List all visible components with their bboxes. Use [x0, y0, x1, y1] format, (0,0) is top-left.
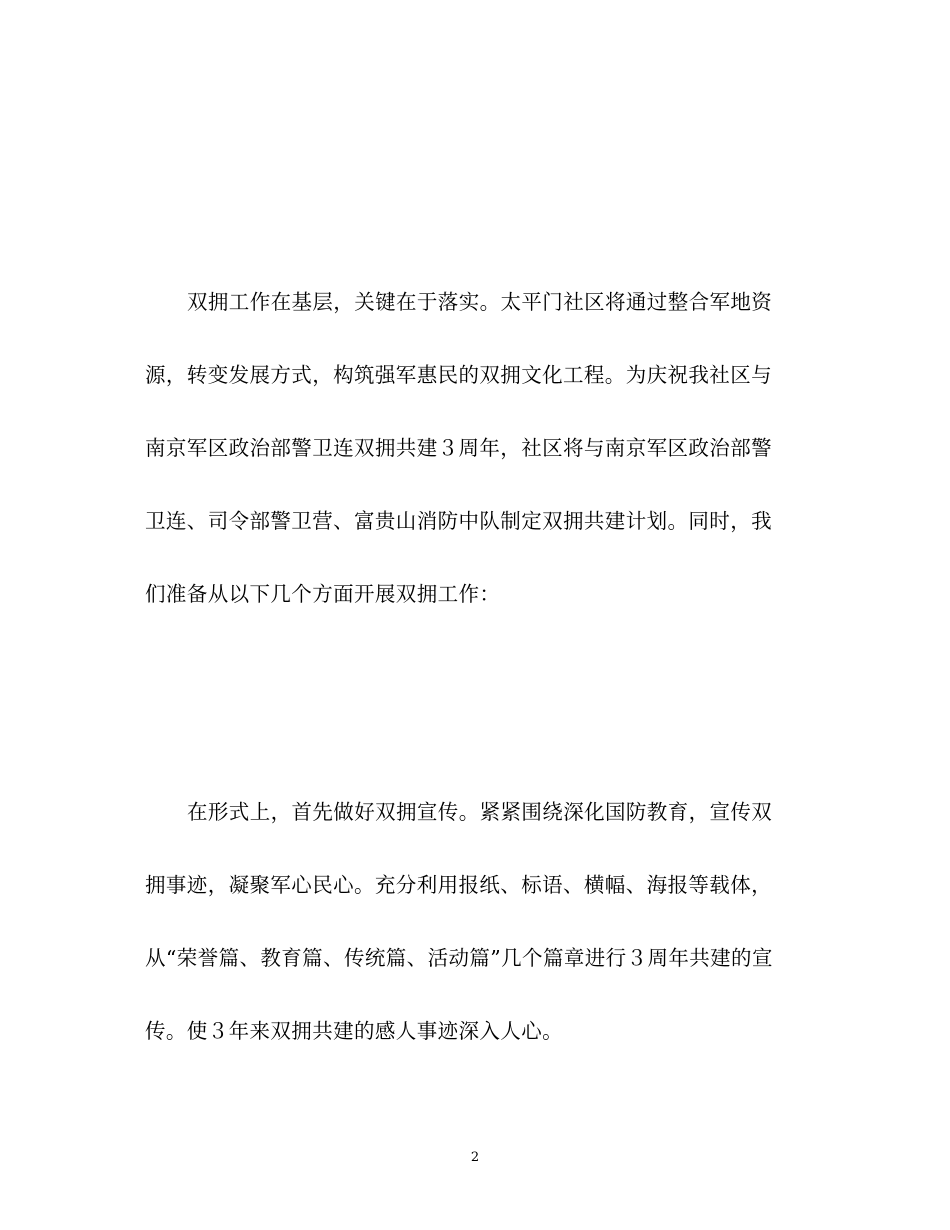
page-number: 2	[470, 1150, 480, 1165]
paragraph-line: 卫连、司令部警卫营、富贵山消防中队制定双拥共建计划。同时，我	[145, 509, 772, 533]
paragraph-line: 在形式上，首先做好双拥宣传。紧紧围绕深化国防教育，宣传双	[187, 800, 773, 824]
paragraph-line: 拥事迹，凝聚军心民心。充分利用报纸、标语、横幅、海报等载体，	[145, 873, 772, 897]
paragraph-line: 传。使３年来双拥共建的感人事迹深入人心。	[145, 1019, 563, 1043]
paragraph-line: 从“荣誉篇、教育篇、传统篇、活动篇”几个篇章进行３周年共建的宣	[145, 946, 773, 970]
paragraph-line: 们准备从以下几个方面开展双拥工作：	[145, 582, 501, 606]
paragraph-line: 双拥工作在基层，关键在于落实。太平门社区将通过整合军地资	[187, 290, 773, 314]
paragraph-line: 南京军区政治部警卫连双拥共建３周年，社区将与南京军区政治部警	[145, 436, 772, 460]
paragraph-line: 源，转变发展方式，构筑强军惠民的双拥文化工程。为庆祝我社区与	[145, 363, 772, 387]
